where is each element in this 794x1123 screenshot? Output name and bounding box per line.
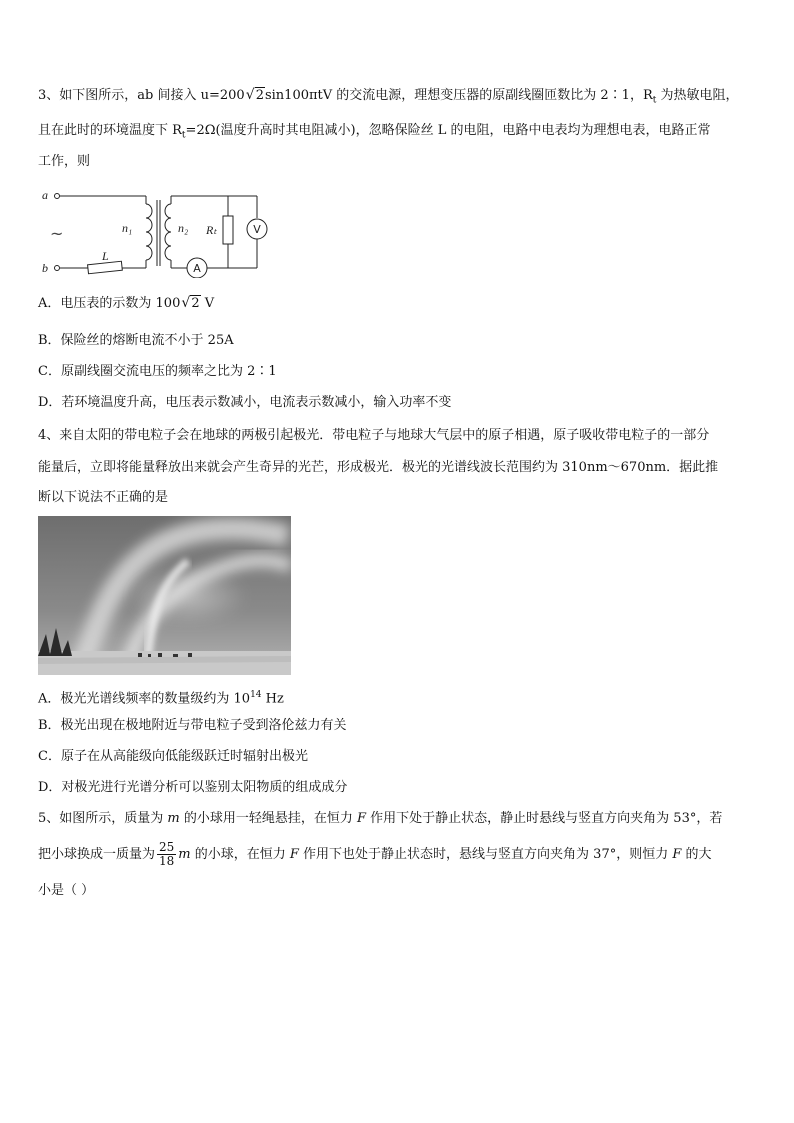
terminal-a — [55, 194, 60, 199]
label-ac-source: ~ — [50, 224, 64, 243]
terminal-b — [55, 266, 60, 271]
fraction: $\frac{25}{18}$ — [159, 840, 175, 868]
label-n2: n₂ — [178, 221, 189, 235]
thermistor-Rt — [223, 216, 233, 244]
label-voltmeter: V — [253, 223, 261, 236]
label-Rt: Rₜ — [206, 223, 217, 237]
q3-stem-line-2: 且在此时的环境温度下 $R_t=2\Omega$(温度升高时其电阻减小)，忽略保险丝 L 的电阻，电路中电表均为理想电表，电路正常 — [38, 123, 711, 141]
q4-option-a: A．极光光谱线频率的数量级约为 $10^{14}$ Hz — [38, 690, 284, 707]
transformer-circuit-diagram — [40, 186, 280, 278]
sqrt-symbol: √ 2 — [182, 294, 200, 314]
q4-stem-line-1: 4、来自太阳的带电粒子会在地球的两极引起极光．带电粒子与地球大气层中的原子相遇，原子吸收带电粒子的一部分 — [38, 428, 710, 443]
q5-stem-line-1: 5、如图所示，质量为 m 的小球用一轻绳悬挂，在恒力 F 作用下处于静止状态，静止时悬线与竖直方向夹角为 53°，若 — [38, 811, 723, 826]
sqrt-symbol: √ 2 — [247, 86, 265, 106]
label-ammeter: A — [193, 262, 201, 275]
q3-option-c: C．原副线圈交流电压的频率之比为 2∶1 — [38, 364, 277, 379]
q5-stem-line-2: 把小球换成一质量为 $\frac{25}{18}$ m 的小球，在恒力 F 作用下也处于静止状态时，悬线与竖直方向夹角为 37°，则恒力 F 的大 — [38, 840, 712, 868]
label-L: L — [102, 249, 109, 263]
q3-stem-line-3: 工作，则 — [38, 154, 91, 169]
label-b: b — [42, 261, 48, 275]
q4-stem-line-3: 断以下说法不正确的是 — [38, 490, 169, 505]
q4-option-c: C．原子在从高能级向低能级跃迁时辐射出极光 — [38, 749, 308, 764]
q4-option-d: D．对极光进行光谱分析可以鉴别太阳物质的组成成分 — [38, 780, 348, 795]
q3-option-b: B．保险丝的熔断电流不小于 25A — [38, 333, 234, 348]
q3-stem-line-1: 3、如下图所示，ab 间接入 u=200√ 2sin100πtV 的交流电源，理想变压器的原副线圈匝数比为 2∶1，$R_t$ 为热敏电阻， — [38, 86, 739, 111]
q3-option-a: A．电压表的示数为 100√ 2 V — [38, 294, 214, 314]
primary-coil — [146, 204, 152, 260]
fuse-L — [88, 261, 123, 274]
aurora-photo — [38, 516, 291, 675]
label-a: a — [42, 188, 48, 202]
label-n1: n₁ — [122, 221, 133, 235]
q4-stem-line-2: 能量后，立即将能量释放出来就会产生奇异的光芒，形成极光．极光的光谱线波长范围约为 310nm～670nm．据此推 — [38, 460, 719, 475]
q5-stem-line-3: 小是（ ） — [38, 883, 95, 898]
secondary-coil — [165, 204, 171, 260]
q4-option-b: B．极光出现在极地附近与带电粒子受到洛伦兹力有关 — [38, 718, 347, 733]
q3-option-d: D．若环境温度升高，电压表示数减小，电流表示数减小，输入功率不变 — [38, 395, 452, 410]
